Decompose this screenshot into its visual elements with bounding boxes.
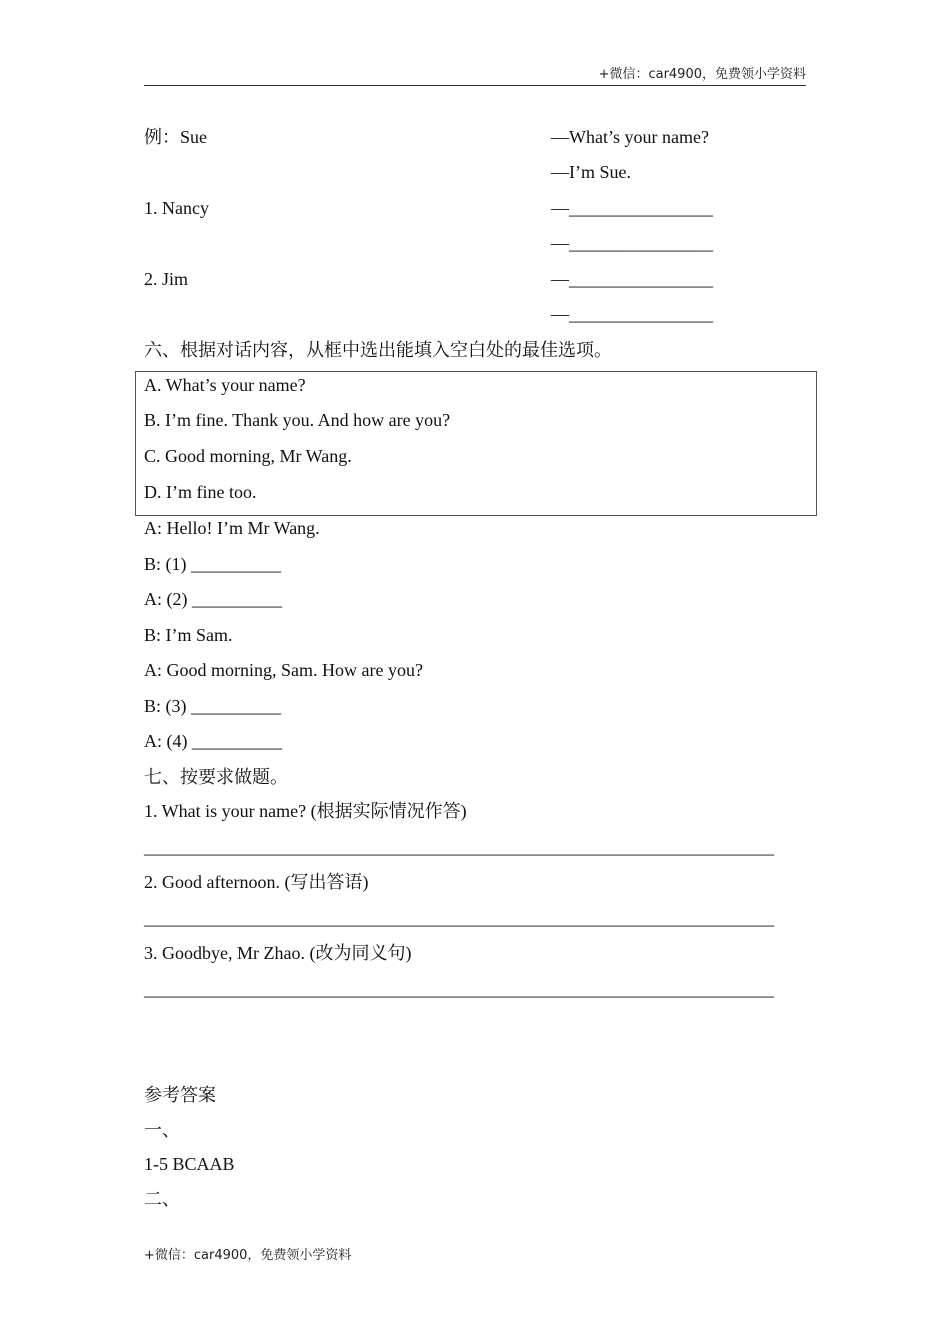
option-a: A. What’s your name? [144, 375, 306, 395]
dialog-line-6[interactable]: B: (3) __________ [144, 696, 281, 716]
item-2-label: 2. Jim [144, 269, 189, 289]
header-rule [144, 85, 806, 86]
option-c: C. Good morning, Mr Wang. [144, 446, 352, 466]
item-1-label: 1. Nancy [144, 198, 209, 218]
dialog-line-7[interactable]: A: (4) __________ [144, 731, 282, 751]
example-label: 例：Sue [144, 127, 207, 147]
example-answer: —I’m Sue. [551, 162, 631, 182]
answers-part-1-value: 1-5 BCAAB [144, 1154, 235, 1174]
header-note: +微信：car4900，免费领小学资料 [598, 67, 806, 82]
answers-part-2-label: 二、 [144, 1189, 180, 1209]
item-1-blank-1[interactable]: —________________ [551, 198, 713, 218]
section-6-title: 六、根据对话内容，从框中选出能填入空白处的最佳选项。 [144, 340, 612, 360]
answers-title: 参考答案 [144, 1085, 216, 1105]
dialog-line-5: A: Good morning, Sam. How are you? [144, 660, 423, 680]
dialog-line-4: B: I’m Sam. [144, 625, 233, 645]
dialog-line-3[interactable]: A: (2) __________ [144, 589, 282, 609]
dialog-line-1: A: Hello! I’m Mr Wang. [144, 518, 320, 538]
option-b: B. I’m fine. Thank you. And how are you? [144, 410, 451, 430]
example-question: —What’s your name? [551, 127, 709, 147]
item-1-blank-2[interactable]: —________________ [551, 233, 713, 253]
question-2: 2. Good afternoon. (写出答语) [144, 872, 369, 892]
answer-line-3[interactable]: ______________________________________________________________________ [144, 979, 774, 999]
answer-line-1[interactable]: ______________________________________________________________________ [144, 837, 774, 857]
item-2-blank-2[interactable]: —________________ [551, 304, 713, 324]
dialog-line-2[interactable]: B: (1) __________ [144, 554, 281, 574]
question-3: 3. Goodbye, Mr Zhao. (改为同义句) [144, 943, 412, 963]
option-d: D. I’m fine too. [144, 482, 257, 502]
section-7-title: 七、按要求做题。 [144, 767, 288, 787]
footer-note: +微信：car4900，免费领小学资料 [144, 1248, 352, 1263]
item-2-blank-1[interactable]: —________________ [551, 269, 713, 289]
answers-part-1-label: 一、 [144, 1120, 180, 1140]
question-1: 1. What is your name? (根据实际情况作答) [144, 801, 467, 821]
answer-line-2[interactable]: ______________________________________________________________________ [144, 908, 774, 928]
